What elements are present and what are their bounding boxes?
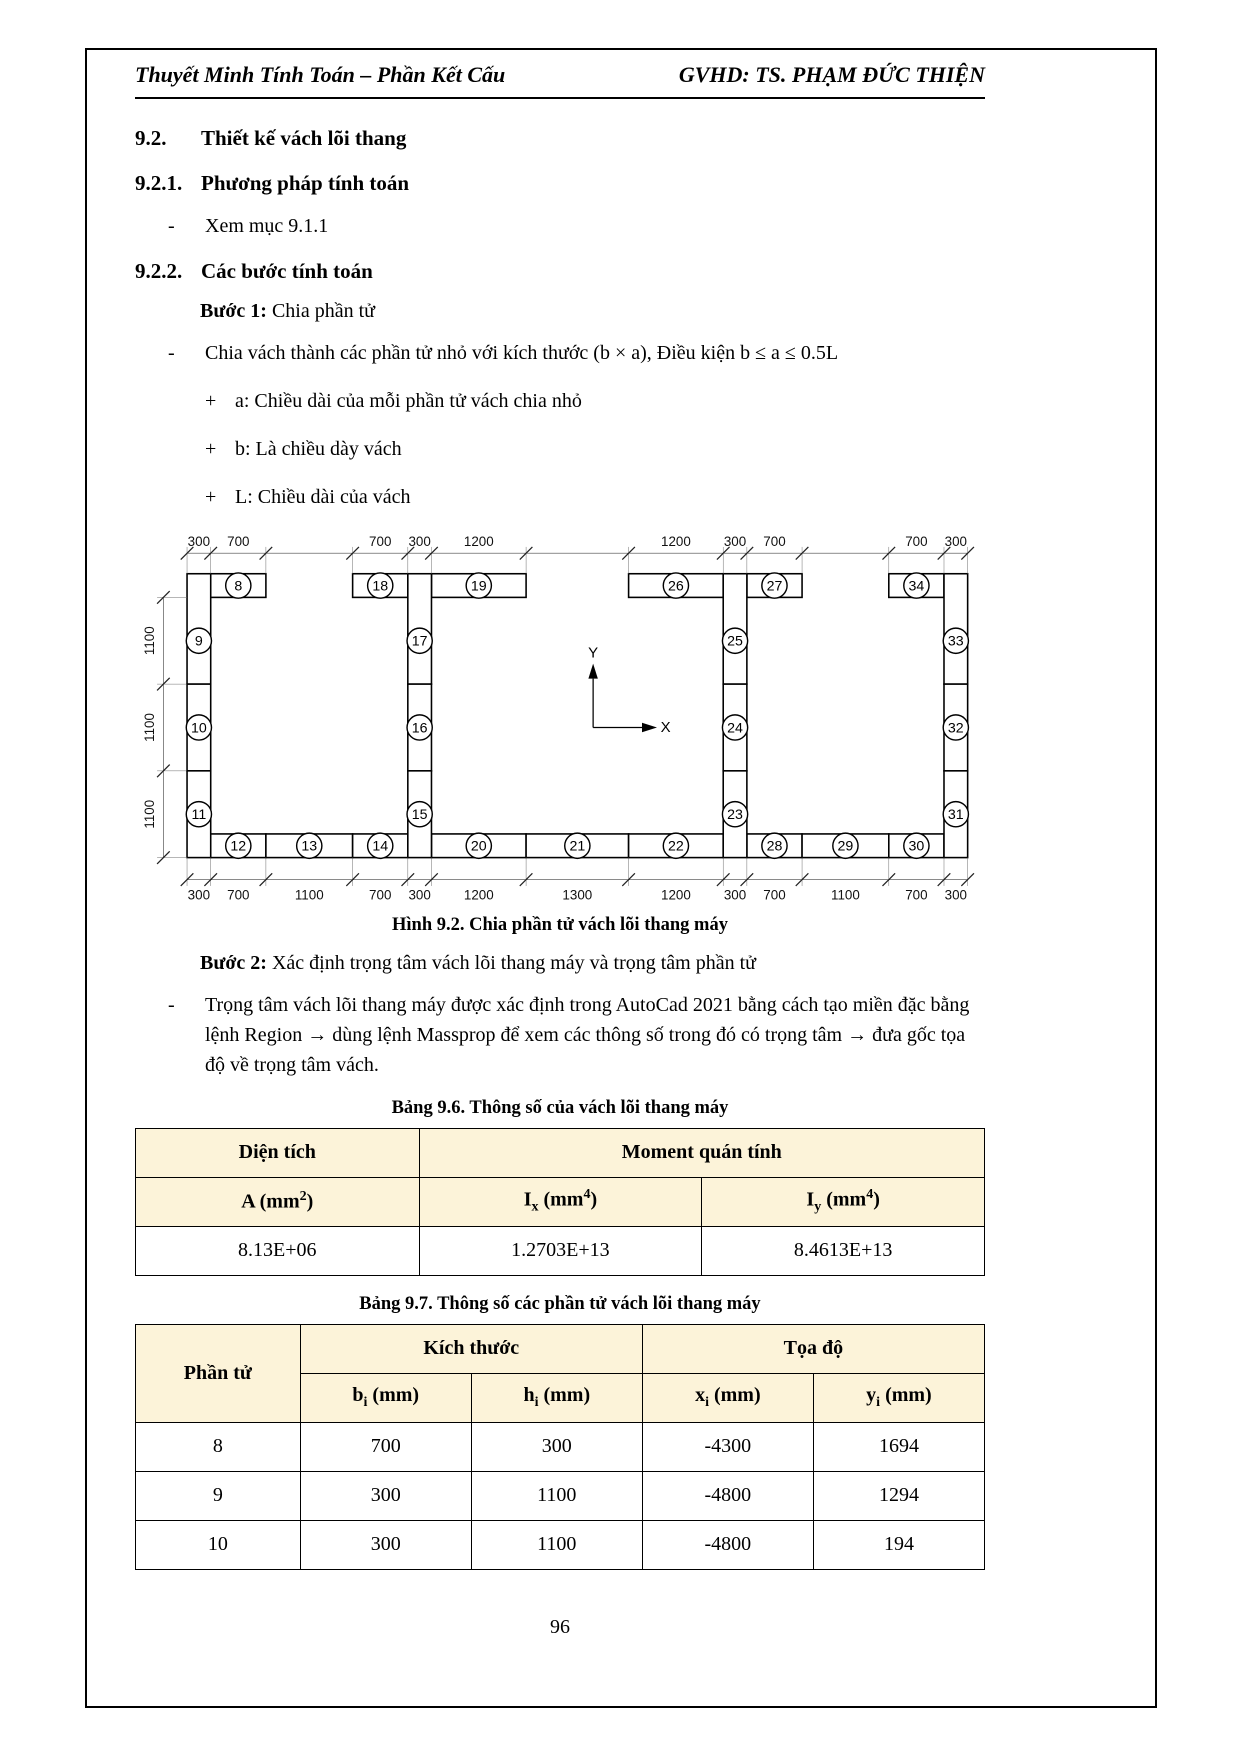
svg-text:300: 300 [408, 534, 431, 550]
svg-text:X: X [660, 719, 671, 737]
col-header-xi [642, 1373, 813, 1422]
svg-text:700: 700 [763, 887, 786, 903]
list-item-text: Xem mục 9.1.1 [205, 215, 329, 237]
svg-text:17: 17 [411, 633, 428, 650]
svg-text:700: 700 [227, 887, 250, 903]
list-item-text: Trọng tâm vách lõi thang máy được xác định trong AutoCad 2021 bằng cách tạo miền đặc bằng lệnh Region → dùng lệnh Massprop để xem các thông số trong đó có trọng tâm → đưa gốc tọa độ về trọng tâm vách. [205, 993, 970, 1076]
heading-text: Phương pháp tính toán [201, 171, 410, 195]
cell-bi: 300 [300, 1520, 471, 1569]
formula-mid: (mm [538, 1189, 584, 1212]
svg-text:300: 300 [187, 534, 211, 550]
svg-text:700: 700 [905, 534, 928, 550]
col-header-iy-mm4 [702, 1177, 985, 1226]
svg-text:700: 700 [905, 887, 928, 903]
list-item-plus-l [135, 482, 985, 512]
page-content [135, 62, 985, 1639]
cell-hi: 1100 [471, 1520, 642, 1569]
cell-yi: 194 [813, 1520, 984, 1569]
cell-xi: -4300 [642, 1422, 813, 1471]
header-right-title: GVHD: TS. PHẠM ĐỨC THIỆN [678, 62, 985, 87]
svg-text:16: 16 [411, 720, 428, 737]
svg-text:9: 9 [194, 633, 203, 650]
table-9-7-caption: Bảng 9.7. Thông số các phần tử vách lõi thang máy [359, 1293, 761, 1314]
col-header-ix-mm4 [419, 1177, 702, 1226]
list-item-text: a: Chiều dài của mỗi phần tử vách chia nhỏ [235, 390, 582, 412]
svg-text:700: 700 [763, 534, 786, 550]
svg-text:10: 10 [190, 720, 207, 737]
formula-end: (mm) [538, 1384, 591, 1407]
svg-text:300: 300 [944, 534, 967, 550]
col-header-dien-tich: Diện tích [136, 1128, 420, 1177]
formula-base: x [695, 1384, 706, 1407]
svg-text:300: 300 [944, 887, 967, 903]
cell-bi: 700 [300, 1422, 471, 1471]
col-header-a-mm2 [136, 1177, 420, 1226]
table-9-6 [135, 1128, 985, 1276]
table-subheader-row [136, 1177, 985, 1226]
cell-xi: -4800 [642, 1471, 813, 1520]
formula-end: (mm) [367, 1384, 420, 1407]
list-item-chia-vach [135, 338, 985, 368]
svg-text:300: 300 [723, 887, 747, 903]
svg-text:1200: 1200 [463, 887, 494, 903]
svg-text:27: 27 [766, 578, 783, 595]
svg-text:34: 34 [908, 578, 925, 595]
formula-sub: i [876, 1395, 881, 1411]
svg-text:23: 23 [727, 807, 743, 824]
plus-marker: + [205, 390, 217, 412]
col-header-bi [300, 1373, 471, 1422]
list-item-xem-muc [135, 211, 985, 241]
formula-sup: 4 [866, 1187, 874, 1203]
svg-text:1100: 1100 [141, 799, 157, 829]
col-header-yi [813, 1373, 984, 1422]
list-item-plus-a [135, 386, 985, 416]
plus-marker: + [205, 438, 217, 460]
svg-text:1100: 1100 [831, 887, 860, 903]
formula-sup: 4 [583, 1187, 591, 1203]
formula-base: y [866, 1384, 877, 1407]
figure-caption: Hình 9.2. Chia phần tử vách lõi thang máy [392, 914, 728, 935]
col-header-phan-tu: Phần tử [136, 1324, 301, 1422]
svg-text:13: 13 [301, 838, 318, 855]
svg-text:Y: Y [588, 644, 599, 662]
svg-text:24: 24 [727, 720, 743, 737]
svg-text:12: 12 [230, 838, 247, 855]
cell-bi: 300 [300, 1471, 471, 1520]
heading-9-2 [135, 126, 985, 151]
step-2-label: Bước 2: [200, 951, 267, 974]
cell-yi: 1294 [813, 1471, 984, 1520]
list-item-text: b: Là chiều dày vách [235, 438, 402, 460]
formula-base: I [523, 1189, 532, 1212]
svg-text:1200: 1200 [661, 534, 691, 550]
table-row [136, 1226, 985, 1275]
step-1-label: Bước 1: [200, 300, 267, 322]
heading-9-2-1 [135, 171, 985, 196]
col-header-kich-thuoc: Kích thước [300, 1324, 642, 1373]
svg-text:700: 700 [369, 534, 392, 550]
svg-text:26: 26 [668, 578, 684, 595]
formula-mid: (mm [821, 1189, 867, 1212]
formula-sub: y [814, 1200, 822, 1216]
cell-xi: -4800 [642, 1520, 813, 1569]
header-left-title: Thuyết Minh Tính Toán – Phần Kết Cấu [135, 62, 506, 87]
svg-text:1100: 1100 [141, 713, 157, 742]
table-header-row [136, 1128, 985, 1177]
plus-marker: + [205, 486, 217, 508]
svg-text:19: 19 [470, 578, 487, 595]
cell-yi: 1694 [813, 1422, 984, 1471]
svg-text:20: 20 [470, 838, 487, 855]
table-row [136, 1520, 985, 1569]
svg-text:22: 22 [668, 838, 684, 855]
formula-sub: x [531, 1200, 539, 1216]
page-number: 96 [550, 1615, 570, 1638]
table-row [136, 1471, 985, 1520]
svg-text:700: 700 [369, 887, 392, 903]
svg-text:1100: 1100 [141, 626, 157, 656]
document-header [135, 62, 985, 99]
step-2-text: Xác định trọng tâm vách lõi thang máy và trọng tâm phần tử [266, 951, 757, 974]
cell-hi: 300 [471, 1422, 642, 1471]
svg-text:31: 31 [947, 807, 964, 824]
svg-text:300: 300 [723, 534, 747, 550]
cell-hi: 1100 [471, 1471, 642, 1520]
col-header-toa-do: Tọa độ [642, 1324, 984, 1373]
step-1-text: Chia phần tử [266, 300, 375, 322]
svg-text:33: 33 [947, 633, 964, 650]
svg-text:25: 25 [727, 633, 743, 650]
heading-text: Thiết kế vách lõi thang [201, 126, 407, 150]
heading-number: 9.2. [135, 126, 167, 150]
svg-text:21: 21 [569, 838, 586, 855]
dash-marker: - [168, 215, 175, 237]
svg-text:8: 8 [234, 578, 243, 595]
svg-text:1200: 1200 [463, 534, 494, 550]
list-item-text: Chia vách thành các phần tử nhỏ với kích thước (b × a), Điều kiện b ≤ a ≤ 0.5L [205, 342, 839, 364]
cell-ix-value: 1.2703E+13 [419, 1226, 702, 1275]
step-1-paragraph [135, 300, 985, 323]
figure-9-2 [135, 528, 985, 936]
heading-number: 9.2.1. [135, 171, 183, 195]
formula-sub: i [534, 1395, 539, 1411]
table-9-7 [135, 1324, 985, 1570]
formula-end: ) [306, 1191, 314, 1214]
formula-base: I [806, 1189, 815, 1212]
formula-end: (mm) [880, 1384, 932, 1407]
formula-end: ) [590, 1189, 598, 1212]
heading-number: 9.2.2. [135, 259, 183, 283]
formula-end: (mm) [708, 1384, 761, 1407]
col-header-hi [471, 1373, 642, 1422]
svg-text:29: 29 [837, 838, 854, 855]
table-header-row [136, 1324, 985, 1373]
dash-marker: - [168, 342, 175, 364]
svg-text:14: 14 [372, 838, 389, 855]
list-item-text: L: Chiều dài của vách [235, 486, 411, 508]
formula-base: b [352, 1384, 364, 1407]
col-header-moment-quan-tinh: Moment quán tính [419, 1128, 984, 1177]
svg-text:300: 300 [408, 887, 431, 903]
svg-text:28: 28 [766, 838, 783, 855]
formula-sub: i [705, 1395, 709, 1411]
cell-area-value: 8.13E+06 [136, 1226, 420, 1275]
svg-text:32: 32 [947, 720, 964, 737]
list-item-trong-tam [135, 990, 985, 1080]
formula-base: h [523, 1384, 535, 1407]
svg-text:1300: 1300 [562, 887, 593, 903]
svg-text:300: 300 [187, 887, 211, 903]
formula-end: ) [873, 1189, 880, 1212]
dash-marker: - [168, 993, 175, 1016]
svg-text:11: 11 [191, 807, 207, 824]
formula-sub: i [363, 1395, 368, 1411]
heading-9-2-2 [135, 259, 985, 284]
table-row [136, 1422, 985, 1471]
svg-text:1100: 1100 [294, 887, 324, 903]
cell-element-id: 8 [136, 1422, 301, 1471]
heading-text: Các bước tính toán [201, 259, 373, 283]
svg-text:700: 700 [227, 534, 250, 550]
formula-base: A (mm [241, 1191, 300, 1214]
svg-text:1200: 1200 [661, 887, 691, 903]
cell-iy-value: 8.4613E+13 [702, 1226, 985, 1275]
svg-text:15: 15 [411, 807, 428, 824]
formula-sup: 2 [299, 1189, 307, 1205]
table-9-6-caption: Bảng 9.6. Thông số của vách lõi thang máy [391, 1097, 729, 1118]
cell-element-id: 9 [136, 1471, 301, 1520]
svg-text:30: 30 [908, 838, 925, 855]
cell-element-id: 10 [136, 1520, 301, 1569]
step-2-paragraph [135, 952, 985, 975]
core-wall-plan-drawing [135, 528, 985, 913]
list-item-plus-b [135, 434, 985, 464]
svg-text:18: 18 [372, 578, 389, 595]
